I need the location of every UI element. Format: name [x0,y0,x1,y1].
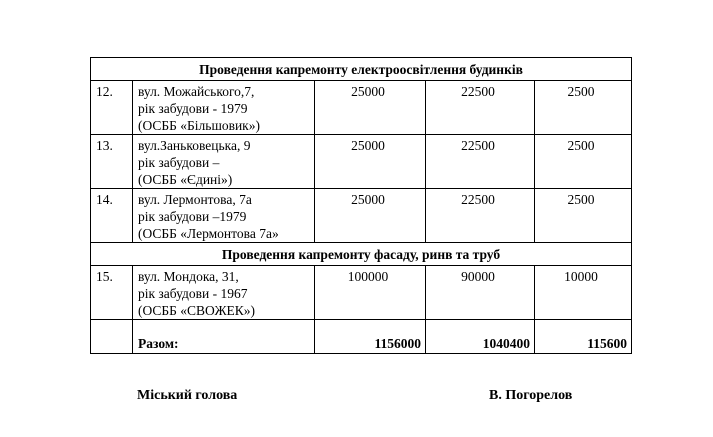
row-value-2: 22500 [426,81,535,135]
section-header-row [91,58,632,81]
row-address [133,81,315,135]
row-value-1: 100000 [315,266,426,320]
total-value-1: 1156000 [315,320,426,354]
address-line: (ОСББ «Більшовик») [138,118,260,133]
row-value-2: 22500 [426,189,535,243]
row-address [133,266,315,320]
table-row [91,266,632,320]
row-value-3: 2500 [535,81,632,135]
row-value-3: 2500 [535,189,632,243]
address-line: рік забудови –1979 [138,209,247,224]
address-line: вул.Заньковецька, 9 [138,138,251,153]
address-line: рік забудови - 1979 [138,101,248,116]
row-number: 15. [91,266,133,320]
row-value-3: 2500 [535,135,632,189]
row-value-1: 25000 [315,189,426,243]
row-value-2: 90000 [426,266,535,320]
section-title: Проведення капремонту електроосвітлення будинків [91,58,632,81]
address-line: рік забудови - 1967 [138,286,248,301]
address-line: вул. Можайського,7, [138,84,255,99]
row-value-3: 10000 [535,266,632,320]
address-line: вул. Лермонтова, 7а [138,192,252,207]
address-line: вул. Мондока, 31, [138,269,239,284]
signature-name: В. Погорелов [489,388,573,403]
address-line: (ОСББ «Єдині») [138,172,233,187]
budget-table [90,57,632,354]
row-address [133,135,315,189]
signature-position: Міський голова [137,388,238,403]
total-value-2: 1040400 [426,320,535,354]
row-address [133,189,315,243]
row-value-1: 25000 [315,81,426,135]
table-row [91,189,632,243]
table-row [91,135,632,189]
total-empty-cell [91,320,133,354]
row-value-1: 25000 [315,135,426,189]
section-title: Проведення капремонту фасаду, ринв та труб [91,243,632,266]
total-label: Разом: [133,320,315,354]
address-line: (ОСББ «Лермонтова 7а» [138,226,279,241]
row-number: 13. [91,135,133,189]
total-row [91,320,632,354]
address-line: (ОСББ «СВОЖЕК») [138,303,256,318]
total-value-3: 115600 [535,320,632,354]
address-line: рік забудови – [138,155,220,170]
row-value-2: 22500 [426,135,535,189]
section-header-row [91,243,632,266]
table-row [91,81,632,135]
row-number: 12. [91,81,133,135]
row-number: 14. [91,189,133,243]
